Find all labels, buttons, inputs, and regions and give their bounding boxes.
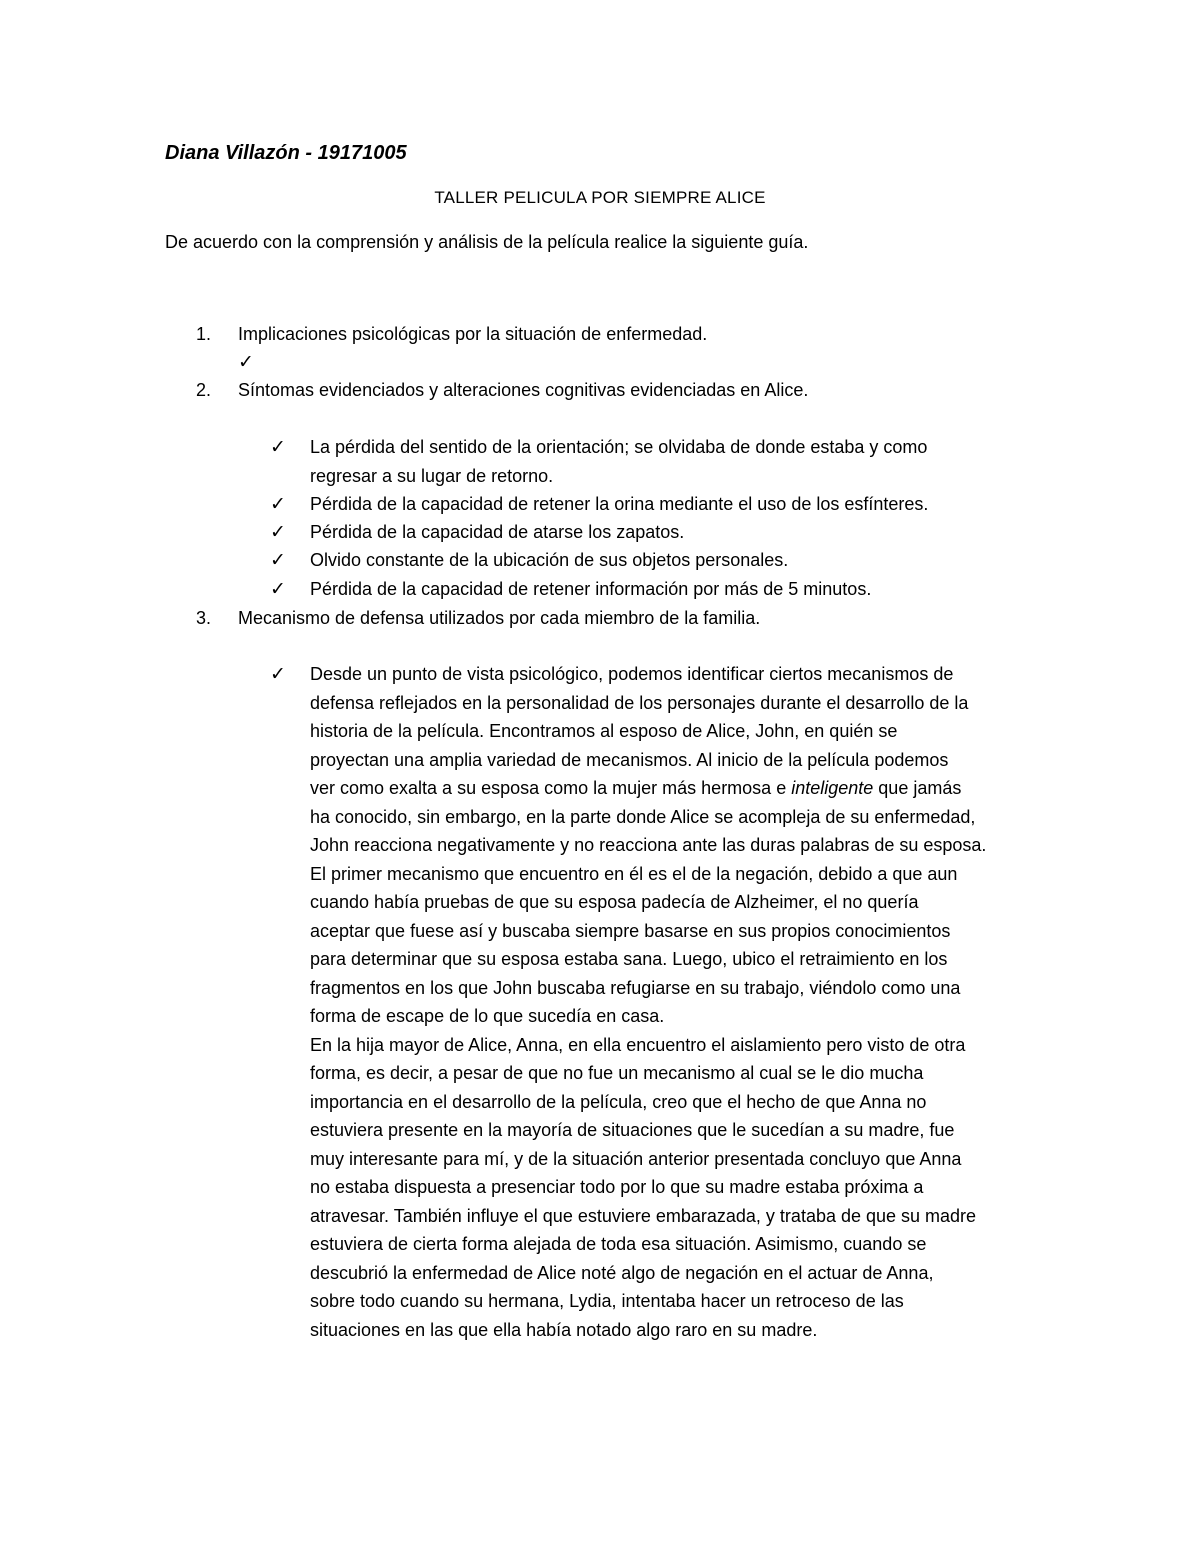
paragraph-line: aceptar que fuese así y buscaba siempre basarse en sus propios conocimientos <box>310 920 951 941</box>
paragraph-line: En la hija mayor de Alice, Anna, en ella encuentro el aislamiento pero visto de otra <box>310 1034 966 1055</box>
author-heading: Diana Villazón - 19171005 <box>165 142 407 164</box>
check-icon: ✓ <box>270 578 286 600</box>
question-text: Implicaciones psicológicas por la situación de enfermedad. <box>238 324 708 344</box>
intro-text: De acuerdo con la comprensión y análisis de la película realice la siguiente guía. <box>165 232 809 252</box>
paragraph-line: importancia en el desarrollo de la película, creo que el hecho de que Anna no <box>310 1091 927 1112</box>
bullet-item: Pérdida de la capacidad de atarse los zapatos. <box>310 522 685 542</box>
paragraph-line: historia de la película. Encontramos al esposo de Alice, John, en quién se <box>310 721 898 741</box>
check-icon: ✓ <box>270 663 286 685</box>
paragraph-line: proyectan una amplia variedad de mecanismos. Al inicio de la película podemos <box>310 749 949 770</box>
paragraph-line: no estaba dispuesta a presenciar todo por lo que su madre estaba próxima a <box>310 1177 924 1197</box>
paragraph-line: forma de escape de lo que sucedía en casa. <box>310 1006 665 1026</box>
bullet-line: La pérdida del sentido de la orientación; se olvidaba de donde estaba y como <box>310 437 928 457</box>
paragraph-line-start: ver como exalta a su esposa como la mujer más hermosa e <box>310 778 792 798</box>
bullet-item: Olvido constante de la ubicación de sus objetos personales. <box>310 550 789 570</box>
paragraph-line: fragmentos en los que John buscaba refugiarse en su trabajo, viéndolo como una <box>310 977 961 998</box>
paragraph-line: defensa reflejados en la personalidad de los personajes durante el desarrollo de la <box>310 692 969 713</box>
paragraph-line: estuviera de cierta forma alejada de toda esa situación. Asimismo, cuando se <box>310 1234 927 1254</box>
paragraph-line: Desde un punto de vista psicológico, podemos identificar ciertos mecanismos de <box>310 664 954 684</box>
check-icon: ✓ <box>270 436 286 458</box>
paragraph-line: para determinar que su esposa estaba sana. Luego, ubico el retraimiento en los <box>310 949 948 969</box>
paragraph-line: muy interesante para mí, y de la situación anterior presentada concluyo que Anna <box>310 1148 962 1169</box>
paragraph-line: sobre todo cuando su hermana, Lydia, intentaba hacer un retroceso de las <box>310 1291 904 1311</box>
question-text: Mecanismo de defensa utilizados por cada miembro de la familia. <box>238 608 761 628</box>
paragraph-line: cuando había pruebas de que su esposa padecía de Alzheimer, el no quería <box>310 892 919 912</box>
bullet-item: Pérdida de la capacidad de retener la orina mediante el uso de los esfínteres. <box>310 494 929 514</box>
answer-paragraph <box>310 660 1040 1344</box>
paragraph-line: descubrió la enfermedad de Alice noté algo de negación en el actuar de Anna, <box>310 1262 934 1283</box>
paragraph-line: John reacciona negativamente y no reacciona ante las duras palabras de su esposa. <box>310 835 987 855</box>
check-icon: ✓ <box>270 521 286 543</box>
paragraph-line: atravesar. También influye el que estuviere embarazada, y trataba de que su madre <box>310 1205 977 1226</box>
question-number: 2. <box>196 380 212 400</box>
paragraph-line <box>310 774 1040 803</box>
question-text: Síntomas evidenciados y alteraciones cognitivas evidenciadas en Alice. <box>238 380 809 400</box>
paragraph-line-end: que jamás <box>873 778 962 798</box>
check-icon: ✓ <box>270 493 286 515</box>
bullet-item <box>310 433 1040 490</box>
check-icon: ✓ <box>238 351 254 373</box>
paragraph-line: situaciones en las que ella había notado algo raro en su madre. <box>310 1319 818 1340</box>
paragraph-line: estuviera presente en la mayoría de situaciones que le sucedían a su madre, fue <box>310 1120 955 1140</box>
italic-word: inteligente <box>791 778 874 798</box>
paragraph-line: forma, es decir, a pesar de que no fue un mecanismo al cual se le dio mucha <box>310 1063 924 1083</box>
bullet-item: Pérdida de la capacidad de retener información por más de 5 minutos. <box>310 579 872 599</box>
bullet-line: regresar a su lugar de retorno. <box>310 465 554 486</box>
check-icon: ✓ <box>270 549 286 571</box>
paragraph-line: El primer mecanismo que encuentro en él es el de la negación, debido a que aun <box>310 863 958 884</box>
document-title: TALLER PELICULA POR SIEMPRE ALICE <box>434 188 766 207</box>
question-number: 1. <box>196 324 212 344</box>
question-number: 3. <box>196 608 212 628</box>
paragraph-line: ha conocido, sin embargo, en la parte donde Alice se acompleja de su enfermedad, <box>310 806 976 827</box>
